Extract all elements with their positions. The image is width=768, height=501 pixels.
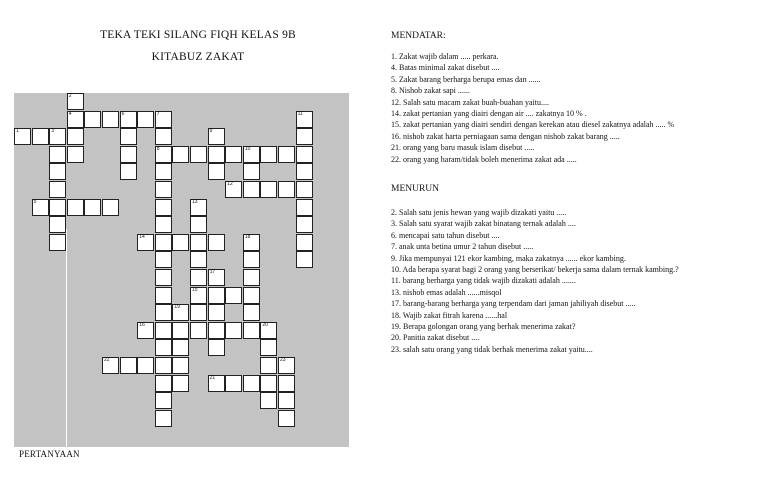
crossword-cell[interactable]: [155, 216, 172, 233]
crossword-cell[interactable]: [67, 128, 84, 145]
crossword-cell[interactable]: [155, 375, 172, 392]
crossword-cell[interactable]: [190, 251, 207, 268]
crossword-cell[interactable]: [243, 269, 260, 286]
menurun-clue: 18. Wajib zakat fitrah karena ......hal: [391, 310, 508, 320]
mendatar-clue: 21. orang yang baru masuk islam disebut .....: [391, 143, 535, 153]
crossword-cell[interactable]: [225, 287, 242, 304]
crossword-cell[interactable]: [49, 216, 66, 233]
menurun-clue: 11. barang berharga yang tidak wajib dizakati adalah .......: [391, 276, 576, 286]
crossword-cell[interactable]: [260, 181, 277, 198]
mendatar-heading: MENDATAR:: [391, 31, 446, 41]
crossword-cell[interactable]: [208, 339, 225, 356]
crossword-cell[interactable]: [155, 304, 172, 321]
cell-number: 16: [139, 321, 145, 328]
crossword-cell[interactable]: [155, 410, 172, 427]
menurun-clue: 13. nishob emas adalah ......misqol: [391, 287, 502, 297]
crossword-cell[interactable]: [278, 392, 295, 409]
cell-number: 13: [192, 198, 198, 205]
cell-number: 15: [192, 286, 198, 293]
crossword-cell[interactable]: [296, 181, 313, 198]
crossword-cell[interactable]: [296, 111, 313, 128]
crossword-cell[interactable]: [102, 357, 119, 374]
menurun-clue: 2. Salah satu jenis hewan yang wajib dizakati yaitu .....: [391, 208, 567, 217]
crossword-cell[interactable]: [155, 128, 172, 145]
crossword-cell[interactable]: [190, 146, 207, 163]
menurun-clue: 20. Panitia zakat disebut ....: [391, 333, 480, 343]
mendatar-clue: 1. Zakat wajib dalam ..... perkara.: [391, 52, 499, 61]
crossword-cell[interactable]: [296, 251, 313, 268]
menurun-clue: 6. mencapai satu tahun disebut ....: [391, 230, 500, 240]
crossword-cell[interactable]: [296, 146, 313, 163]
crossword-cell[interactable]: [208, 375, 225, 392]
crossword-cell[interactable]: [278, 181, 295, 198]
mendatar-clue: 8. Nishob zakat sapi ......: [391, 86, 470, 96]
cell-number: 14: [139, 233, 145, 240]
cell-number: 8: [156, 145, 160, 152]
crossword-cell[interactable]: [67, 146, 84, 163]
menurun-clue: 3. Salah satu syarat wajib zakat binatang ternak adalah ....: [391, 219, 576, 229]
footer-label: PERTANYAAN: [19, 449, 80, 459]
crossword-cell[interactable]: [296, 199, 313, 216]
crossword-cell[interactable]: [137, 322, 154, 339]
crossword-cell[interactable]: [296, 163, 313, 180]
crossword-cell[interactable]: [137, 111, 154, 128]
crossword-cell[interactable]: [172, 146, 189, 163]
menurun-clue: 10. Ada berapa syarat bagi 2 orang yang berserikat/ bekerja sama dalam ternak kambing.?: [391, 265, 679, 275]
crossword-cell[interactable]: [208, 163, 225, 180]
crossword-cell[interactable]: [172, 322, 189, 339]
menurun-clue: 17. barang-barang berharga yang terpendam dari jaman jahiliyah disebut .....: [391, 299, 636, 309]
crossword-cell[interactable]: [120, 111, 137, 128]
crossword-cell[interactable]: [260, 357, 277, 374]
crossword-cell[interactable]: [243, 304, 260, 321]
crossword-cell[interactable]: [137, 357, 154, 374]
crossword-cell[interactable]: [243, 181, 260, 198]
page-title: TEKA TEKI SILANG FIQH KELAS 9B: [100, 29, 296, 41]
crossword-cell[interactable]: [225, 322, 242, 339]
crossword-cell[interactable]: [102, 199, 119, 216]
crossword-cell[interactable]: [172, 339, 189, 356]
crossword-cell[interactable]: [155, 181, 172, 198]
cell-number: 11: [297, 110, 303, 117]
crossword-cell[interactable]: [32, 199, 49, 216]
cell-number: 17: [209, 269, 216, 275]
crossword-cell[interactable]: [190, 234, 207, 251]
menurun-clue: 19. Berapa golongan orang yang berhak menerima zakat?: [391, 322, 576, 332]
crossword-cell[interactable]: [120, 163, 137, 180]
crossword-cell[interactable]: [84, 199, 101, 216]
mendatar-clue: 4. Batas minimal zakat disebut ....: [391, 63, 500, 73]
crossword-cell[interactable]: [155, 146, 172, 163]
cell-number: 9: [209, 128, 213, 135]
cell-number: 10: [244, 145, 251, 152]
mendatar-clue: 22. orang yang haram/tidak boleh menerima zakat ada .....: [391, 154, 577, 164]
crossword-cell[interactable]: [260, 392, 277, 409]
cell-number: 6: [121, 110, 125, 117]
crossword-cell[interactable]: [49, 128, 66, 145]
cell-number: 2: [68, 93, 72, 99]
crossword-cell[interactable]: [190, 216, 207, 233]
crossword-cell[interactable]: [260, 146, 277, 163]
mendatar-clue: 5. Zakat barang berharga berupa emas dan ......: [391, 74, 541, 84]
crossword-cell[interactable]: [296, 216, 313, 233]
crossword-cell[interactable]: [155, 111, 172, 128]
crossword-cell[interactable]: [225, 375, 242, 392]
mendatar-clue-list: [391, 51, 674, 165]
menurun-clue: 23. salah satu orang yang tidak berhak menerima zakat yaitu....: [391, 344, 593, 354]
crossword-cell[interactable]: [172, 375, 189, 392]
crossword-cell[interactable]: [225, 181, 242, 198]
cell-number: 7: [156, 110, 160, 117]
crossword-cell[interactable]: [260, 322, 277, 339]
crossword-cell[interactable]: [208, 146, 225, 163]
crossword-cell[interactable]: [278, 410, 295, 427]
crossword-cell[interactable]: [102, 111, 119, 128]
crossword-cell[interactable]: [278, 375, 295, 392]
cell-number: 5: [33, 198, 37, 205]
cell-number: 18: [244, 233, 251, 240]
crossword-cell[interactable]: [155, 234, 172, 251]
crossword-cell[interactable]: [172, 234, 189, 251]
menurun-clue-list: [391, 207, 679, 355]
crossword-cell[interactable]: [172, 357, 189, 374]
crossword-cell[interactable]: [67, 93, 84, 110]
crossword-cell[interactable]: [155, 287, 172, 304]
crossword-cell[interactable]: [208, 128, 225, 145]
crossword-cell[interactable]: [137, 234, 154, 251]
crossword-cell[interactable]: [49, 146, 66, 163]
crossword-cell[interactable]: [243, 287, 260, 304]
crossword-cell[interactable]: [49, 163, 66, 180]
cell-number: 23: [280, 357, 286, 363]
crossword-cell[interactable]: [155, 251, 172, 268]
crossword-cell[interactable]: [14, 128, 31, 145]
crossword-cell[interactable]: [208, 304, 225, 321]
crossword-grid[interactable]: [14, 93, 349, 447]
crossword-cell[interactable]: [278, 357, 295, 374]
crossword-cell[interactable]: [120, 128, 137, 145]
crossword-cell[interactable]: [208, 322, 225, 339]
crossword-cell[interactable]: [32, 128, 49, 145]
crossword-cell[interactable]: [208, 234, 225, 251]
menurun-heading: MENURUN: [391, 184, 440, 194]
menurun-clue: 9. Jika mempunyai 121 ekor kambing, maka zakatnya ...... ekor kambing.: [391, 253, 626, 263]
crossword-cell[interactable]: [67, 199, 84, 216]
crossword-cell[interactable]: [296, 128, 313, 145]
crossword-cell[interactable]: [49, 234, 66, 251]
crossword-cell[interactable]: [243, 163, 260, 180]
page-subtitle: KITABUZ ZAKAT: [151, 51, 245, 63]
crossword-cell[interactable]: [190, 304, 207, 321]
crossword-cell[interactable]: [190, 199, 207, 216]
crossword-cell[interactable]: [243, 251, 260, 268]
crossword-cell[interactable]: [49, 199, 66, 216]
menurun-clue: 7. anak unta betina umur 2 tahun disebut .....: [391, 242, 534, 252]
crossword-cell[interactable]: [190, 287, 207, 304]
crossword-cell[interactable]: [155, 269, 172, 286]
crossword-cell[interactable]: [155, 339, 172, 356]
crossword-cell[interactable]: [278, 146, 295, 163]
crossword-cell[interactable]: [260, 375, 277, 392]
crossword-cell[interactable]: [225, 146, 242, 163]
mendatar-clue: 15. zakat pertanian yang diairi sendiri dengan kerekan atau diesel zakatnya adalah ..... %: [391, 120, 675, 130]
cell-number: 1: [16, 128, 19, 135]
crossword-cell[interactable]: [243, 375, 260, 392]
crossword-cell[interactable]: [120, 357, 137, 374]
mendatar-clue: 12. Salah satu macam zakat buah-buahan yaitu....: [391, 97, 549, 107]
cell-number: 22: [104, 357, 110, 363]
crossword-cell[interactable]: [190, 322, 207, 339]
crossword-cell[interactable]: [155, 322, 172, 339]
crossword-cell[interactable]: [155, 163, 172, 180]
crossword-cell[interactable]: [260, 339, 277, 356]
cell-number: 19: [174, 304, 180, 311]
crossword-cell[interactable]: [172, 304, 189, 321]
cell-number: 21: [209, 374, 216, 381]
crossword-cell[interactable]: [84, 111, 101, 128]
crossword-cell[interactable]: [208, 287, 225, 304]
cell-number: 3: [51, 128, 54, 135]
crossword-cell[interactable]: [208, 269, 225, 286]
crossword-cell[interactable]: [49, 181, 66, 198]
crossword-cell[interactable]: [296, 234, 313, 251]
cell-number: 12: [227, 181, 233, 187]
crossword-cell[interactable]: [155, 357, 172, 374]
mendatar-clue: 14. zakat pertanian yang diairi dengan air .... zakatnya 10 % .: [391, 109, 587, 119]
cell-number: 4: [68, 110, 72, 117]
crossword-cell[interactable]: [243, 146, 260, 163]
cell-number: 20: [262, 321, 268, 328]
crossword-cell[interactable]: [155, 392, 172, 409]
crossword-cell[interactable]: [243, 322, 260, 339]
crossword-cell[interactable]: [243, 234, 260, 251]
crossword-cell[interactable]: [67, 111, 84, 128]
mendatar-clue: 16. nishob zakat harta perniagaan sama dengan nishob zakat barang .....: [391, 131, 620, 141]
crossword-cell[interactable]: [190, 269, 207, 286]
crossword-cell[interactable]: [120, 146, 137, 163]
crossword-cell[interactable]: [155, 199, 172, 216]
